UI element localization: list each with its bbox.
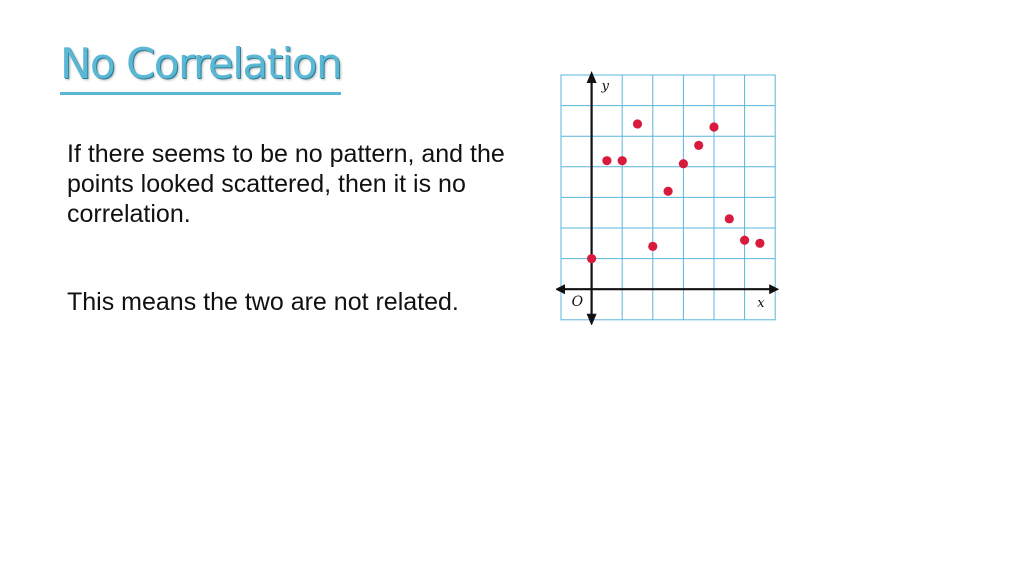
origin-label: O (571, 294, 584, 311)
slide-title: No Correlation (60, 36, 341, 95)
data-point (633, 119, 642, 128)
data-point (664, 187, 673, 196)
x-axis-label: x (757, 296, 765, 312)
data-point (694, 141, 703, 150)
data-point (709, 122, 718, 131)
scatter-plot (556, 70, 780, 325)
data-point (602, 156, 611, 165)
y-axis-label: y (601, 79, 609, 94)
body-paragraph-meaning: This means the two are not related. (67, 288, 459, 316)
data-point (587, 254, 596, 263)
body-paragraph-definition: If there seems to be no pattern, and the points looked scattered, then it is no correlation. (67, 140, 505, 228)
data-point (755, 239, 764, 248)
data-point (648, 242, 657, 251)
data-point (740, 236, 749, 245)
scatter-plot-svg (556, 70, 780, 325)
data-point (618, 156, 627, 165)
data-point (725, 214, 734, 223)
data-point (679, 159, 688, 168)
